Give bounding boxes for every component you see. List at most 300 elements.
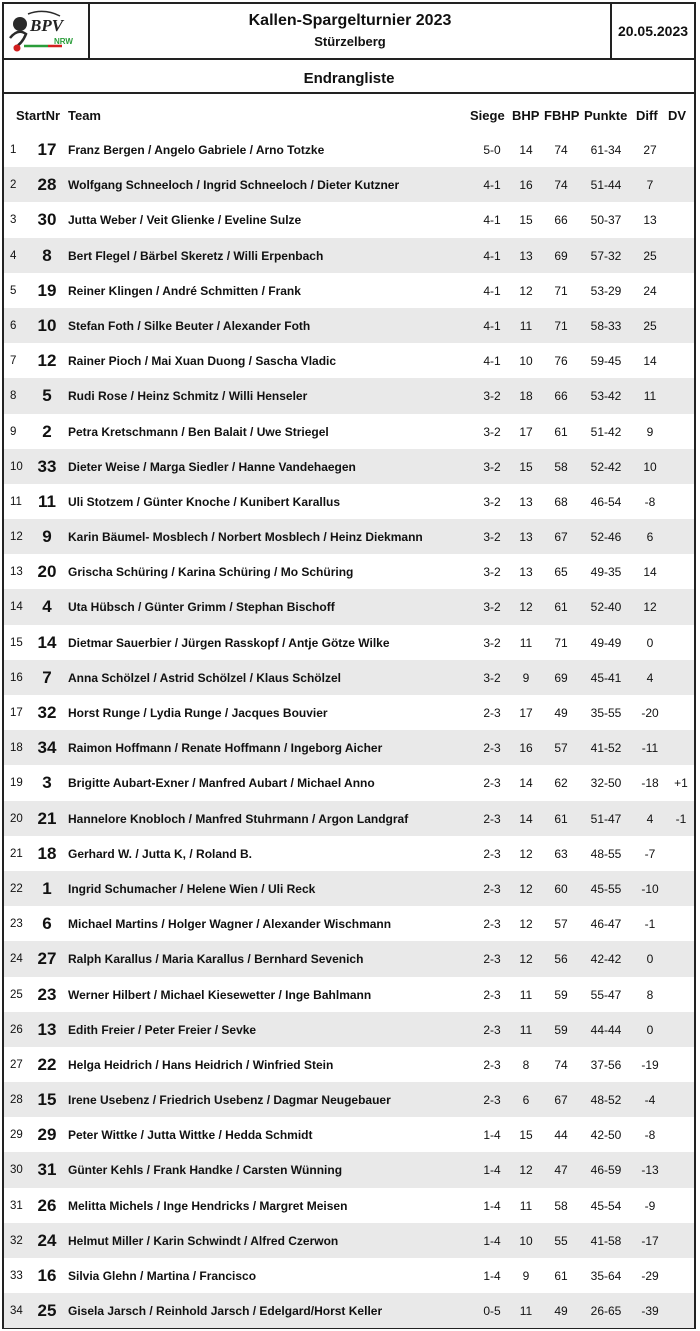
fbhp-cell: 63 [554,846,568,861]
punkte-cell: 51-47 [590,811,622,826]
startnr-cell: 1 [42,878,52,898]
team-cell: Petra Kretschmann / Ben Balait / Uwe Striegel [68,424,329,439]
fbhp-cell: 57 [554,917,568,932]
diff-cell: -10 [641,881,659,896]
siege-cell: 2-3 [483,811,501,826]
fbhp-cell: 71 [554,283,568,298]
rank-cell: 16 [10,671,23,684]
bhp-cell: 10 [519,354,533,369]
logo-text: BPV [30,16,64,35]
col-bhp: BHP [512,108,540,123]
table-row [4,977,694,1012]
rank-cell: 4 [10,249,17,262]
diff-cell: 24 [643,283,657,298]
startnr-cell: 19 [37,280,57,300]
rank-cell: 24 [10,953,23,966]
fbhp-cell: 69 [554,248,568,263]
punkte-cell: 35-64 [590,1269,622,1283]
table-row [4,765,694,800]
bhp-cell: 11 [519,1022,533,1037]
team-cell: Reiner Klingen / André Schmitten / Frank [68,283,301,298]
diff-cell: 4 [646,670,654,685]
table-row [4,660,694,695]
bhp-cell: 13 [519,248,533,263]
rank-cell: 21 [10,847,23,860]
siege-cell: 5-0 [483,143,501,157]
diff-cell: 14 [643,354,657,369]
rank-cell: 23 [10,918,23,931]
siege-cell: 1-4 [483,1198,501,1213]
table-row [4,836,694,871]
diff-cell: 27 [643,143,657,157]
table-row [4,1293,694,1328]
col-startnr: StartNr [16,108,61,123]
bhp-cell: 12 [519,952,533,967]
diff-cell: 14 [643,565,657,580]
fbhp-cell: 58 [554,1198,568,1213]
fbhp-cell: 61 [554,811,568,826]
startnr-cell: 23 [37,984,57,1004]
rank-cell: 1 [10,144,17,156]
diff-cell: -8 [644,1128,656,1143]
team-cell: Hannelore Knobloch / Manfred Stuhrmann / Argon Landgraf [68,811,409,826]
punkte-cell: 46-47 [590,917,622,932]
rank-cell: 8 [10,390,17,403]
table-row [4,484,694,519]
diff-cell: -13 [641,1163,659,1178]
table-row [4,625,694,660]
rank-cell: 17 [10,707,23,719]
col-team: Team [68,108,101,123]
diff-cell: -29 [641,1269,659,1283]
fbhp-cell: 59 [554,1022,568,1037]
fbhp-cell: 76 [554,354,568,369]
diff-cell: -17 [641,1233,659,1248]
bhp-cell: 13 [519,530,533,545]
bhp-cell: 14 [519,776,533,791]
column-header-row [4,96,694,132]
table-row [4,308,694,343]
rank-cell: 5 [10,284,17,297]
tournament-date: 20.05.2023 [610,4,694,58]
bhp-cell: 17 [519,424,533,439]
rank-cell: 25 [10,988,23,1001]
team-cell: Ingrid Schumacher / Helene Wien / Uli Reck [68,881,316,896]
siege-cell: 2-3 [483,917,501,932]
table-row [4,1012,694,1047]
punkte-cell: 46-54 [590,494,622,509]
siege-cell: 2-3 [483,952,501,967]
diff-cell: 25 [643,318,657,333]
table-row [4,941,694,976]
siege-cell: 1-4 [483,1233,501,1248]
table-row [4,554,694,589]
bhp-cell: 11 [519,1198,533,1213]
sheet-header [4,4,694,60]
list-title: Endrangliste [4,60,694,94]
bhp-cell: 16 [519,178,533,193]
startnr-cell: 24 [37,1230,57,1250]
siege-cell: 3-2 [483,459,501,474]
fbhp-cell: 59 [554,987,568,1002]
startnr-cell: 12 [37,351,57,371]
siege-cell: 2-3 [483,846,501,861]
diff-cell: -1 [644,917,656,932]
startnr-cell: 30 [37,210,57,230]
table-row [4,1047,694,1082]
diff-cell: 25 [643,248,657,263]
diff-cell: -8 [644,494,656,509]
startnr-cell: 25 [37,1301,57,1321]
punkte-cell: 57-32 [590,248,622,263]
punkte-cell: 44-44 [590,1022,622,1037]
punkte-cell: 42-42 [590,952,622,967]
table-row [4,1152,694,1187]
diff-cell: -7 [644,846,656,861]
team-cell: Ralph Karallus / Maria Karallus / Bernhard Sevenich [68,952,364,967]
team-cell: Anna Schölzel / Astrid Schölzel / Klaus Schölzel [68,670,341,685]
rank-cell: 28 [10,1094,23,1107]
bhp-cell: 15 [519,459,533,474]
startnr-cell: 8 [42,245,52,265]
col-siege: Siege [470,108,505,123]
rank-cell: 31 [10,1199,23,1212]
siege-cell: 0-5 [483,1304,501,1319]
punkte-cell: 32-50 [590,776,622,791]
ranking-sheet [2,2,696,1329]
fbhp-cell: 65 [554,565,568,580]
siege-cell: 3-2 [483,389,501,404]
siege-cell: 1-4 [483,1269,501,1283]
siege-cell: 3-2 [483,494,501,509]
punkte-cell: 51-42 [590,424,622,439]
startnr-cell: 22 [37,1054,57,1074]
siege-cell: 2-3 [483,881,501,896]
bhp-cell: 9 [522,1269,530,1283]
team-cell: Melitta Michels / Inge Hendricks / Margret Meisen [68,1198,348,1213]
team-cell: Jutta Weber / Veit Glienke / Eveline Sulze [68,213,302,228]
team-cell: Gisela Jarsch / Reinhold Jarsch / Edelgard/Horst Keller [68,1304,383,1319]
rank-cell: 6 [10,319,17,332]
team-cell: Irene Usebenz / Friedrich Usebenz / Dagmar Neugebauer [68,1093,391,1108]
punkte-cell: 45-54 [590,1198,622,1213]
fbhp-cell: 74 [554,143,568,157]
siege-cell: 2-3 [483,706,501,720]
rank-cell: 32 [10,1234,23,1247]
diff-cell: 13 [643,213,657,228]
siege-cell: 3-2 [483,530,501,545]
rank-cell: 19 [10,777,23,790]
fbhp-cell: 49 [554,706,568,720]
startnr-cell: 20 [37,562,57,582]
punkte-cell: 51-44 [590,178,622,193]
bhp-cell: 13 [519,565,533,580]
table-row [4,238,694,273]
team-cell: Brigitte Aubart-Exner / Manfred Aubart / Michael Anno [68,776,375,791]
tournament-title: Kallen-Spargelturnier 2023 [248,12,452,29]
punkte-cell: 59-45 [590,354,622,369]
team-cell: Günter Kehls / Frank Handke / Carsten Wünning [68,1163,343,1178]
diff-cell: -19 [641,1057,659,1072]
bhp-cell: 17 [519,706,533,720]
punkte-cell: 53-42 [590,389,622,404]
fbhp-cell: 66 [554,213,568,228]
diff-cell: -9 [644,1198,656,1213]
startnr-cell: 26 [37,1195,57,1215]
team-cell: Silvia Glehn / Martina / Francisco [68,1269,257,1283]
siege-cell: 2-3 [483,1022,501,1037]
siege-cell: 3-2 [483,635,501,650]
diff-cell: 12 [643,600,657,615]
rank-cell: 3 [10,214,17,227]
team-cell: Uta Hübsch / Günter Grimm / Stephan Bischoff [68,600,335,615]
fbhp-cell: 49 [554,1304,568,1319]
table-row [4,132,694,167]
startnr-cell: 16 [37,1266,57,1285]
fbhp-cell: 62 [554,776,568,791]
rank-cell: 13 [10,566,23,579]
punkte-cell: 58-33 [590,318,622,333]
diff-cell: -4 [644,1093,656,1108]
table-row [4,343,694,378]
punkte-cell: 35-55 [590,706,622,720]
siege-cell: 4-1 [483,178,501,193]
siege-cell: 4-1 [483,283,501,298]
team-cell: Rudi Rose / Heinz Schmitz / Willi Henseler [68,389,308,404]
bhp-cell: 12 [519,917,533,932]
fbhp-cell: 69 [554,670,568,685]
diff-cell: 0 [646,952,654,967]
siege-cell: 2-3 [483,741,501,756]
siege-cell: 2-3 [483,1093,501,1108]
diff-cell: 10 [643,459,657,474]
bhp-cell: 11 [519,318,533,333]
siege-cell: 3-2 [483,565,501,580]
bhp-cell: 11 [519,987,533,1002]
rank-cell: 33 [10,1270,23,1282]
bhp-cell: 12 [519,1163,533,1178]
table-row [4,801,694,836]
fbhp-cell: 47 [554,1163,568,1178]
diff-cell: -11 [641,741,659,756]
table-row [4,273,694,308]
bhp-cell: 10 [519,1233,533,1248]
startnr-cell: 6 [42,914,52,934]
punkte-cell: 48-55 [590,846,622,861]
rank-cell: 10 [10,460,23,473]
startnr-cell: 28 [37,175,57,195]
team-cell: Bert Flegel / Bärbel Skeretz / Willi Erpenbach [68,248,324,263]
team-cell: Gerhard W. / Jutta K, / Roland B. [68,846,253,861]
fbhp-cell: 71 [554,635,568,650]
table-row [4,1258,694,1293]
punkte-cell: 49-49 [590,635,622,650]
table-row [4,695,694,730]
rank-cell: 11 [10,495,22,508]
diff-cell: -18 [641,776,659,791]
startnr-cell: 15 [37,1090,57,1110]
startnr-cell: 32 [37,703,57,722]
startnr-cell: 7 [42,667,52,687]
punkte-cell: 45-55 [590,881,622,896]
table-row [4,519,694,554]
logo-subtext: NRW [54,37,73,46]
team-cell: Franz Bergen / Angelo Gabriele / Arno Totzke [68,143,325,157]
rank-cell: 30 [10,1164,23,1177]
startnr-cell: 31 [37,1160,57,1180]
table-row [4,1188,694,1223]
fbhp-cell: 60 [554,881,568,896]
team-cell: Raimon Hoffmann / Renate Hoffmann / Ingeborg Aicher [68,741,383,756]
bhp-cell: 15 [519,213,533,228]
punkte-cell: 61-34 [590,143,622,157]
ranking-table-body [4,132,694,1328]
startnr-cell: 33 [37,456,57,476]
bhp-cell: 9 [522,670,530,685]
siege-cell: 4-1 [483,213,501,228]
siege-cell: 2-3 [483,987,501,1002]
rank-cell: 18 [10,742,23,755]
startnr-cell: 27 [37,949,57,969]
dv-cell: -1 [675,811,687,826]
col-punkte: Punkte [584,108,628,123]
team-cell: Dieter Weise / Marga Siedler / Hanne Vandehaegen [68,459,356,474]
siege-cell: 4-1 [483,318,501,333]
rank-cell: 2 [10,179,17,192]
table-row [4,378,694,413]
siege-cell: 2-3 [483,1057,501,1072]
siege-cell: 1-4 [483,1163,501,1178]
bhp-cell: 12 [519,600,533,615]
startnr-cell: 13 [37,1019,57,1039]
rank-cell: 9 [10,425,17,438]
bhp-cell: 14 [519,811,533,826]
punkte-cell: 52-46 [590,530,622,545]
table-row [4,1117,694,1152]
diff-cell: -39 [641,1304,659,1319]
bhp-cell: 16 [519,741,533,756]
table-row [4,906,694,941]
fbhp-cell: 44 [554,1128,568,1143]
team-cell: Uli Stotzem / Günter Knoche / Kunibert Karallus [68,494,341,509]
fbhp-cell: 61 [554,1269,568,1283]
fbhp-cell: 56 [554,952,568,967]
diff-cell: 7 [646,178,654,193]
bhp-cell: 6 [522,1093,530,1108]
dv-cell: +1 [674,776,688,791]
table-row [4,202,694,237]
bpv-logo [4,4,90,58]
startnr-cell: 17 [37,140,57,159]
fbhp-cell: 74 [554,1057,568,1072]
startnr-cell: 29 [37,1125,57,1145]
startnr-cell: 4 [42,597,52,617]
punkte-cell: 48-52 [590,1093,622,1108]
bhp-cell: 14 [519,143,533,157]
fbhp-cell: 61 [554,424,568,439]
punkte-cell: 50-37 [590,213,622,228]
rank-cell: 26 [10,1023,23,1036]
table-row [4,730,694,765]
diff-cell: 6 [646,530,654,545]
team-cell: Rainer Pioch / Mai Xuan Duong / Sascha Vladic [68,354,337,369]
rank-cell: 7 [10,355,17,368]
siege-cell: 1-4 [483,1128,501,1143]
siege-cell: 2-3 [483,776,501,791]
siege-cell: 3-2 [483,424,501,439]
punkte-cell: 52-40 [590,600,622,615]
bhp-cell: 13 [519,494,533,509]
fbhp-cell: 74 [554,178,568,193]
bhp-cell: 18 [519,389,533,404]
table-row [4,1223,694,1258]
siege-cell: 3-2 [483,600,501,615]
title-block [90,4,610,58]
fbhp-cell: 57 [554,741,568,756]
startnr-cell: 11 [38,491,56,511]
punkte-cell: 52-42 [590,459,622,474]
diff-cell: -20 [641,706,659,720]
fbhp-cell: 71 [554,318,568,333]
rank-cell: 22 [10,882,23,895]
bhp-cell: 11 [519,1304,533,1319]
startnr-cell: 10 [37,315,57,335]
team-cell: Dietmar Sauerbier / Jürgen Rasskopf / Antje Götze Wilke [68,635,390,650]
fbhp-cell: 67 [554,1093,568,1108]
team-cell: Peter Wittke / Jutta Wittke / Hedda Schmidt [68,1128,313,1143]
team-cell: Helga Heidrich / Hans Heidrich / Winfried Stein [68,1057,334,1072]
rank-cell: 15 [10,636,23,649]
siege-cell: 3-2 [483,670,501,685]
startnr-cell: 34 [37,738,57,758]
fbhp-cell: 55 [554,1233,568,1248]
bhp-cell: 15 [519,1128,533,1143]
diff-cell: 0 [646,1022,654,1037]
siege-cell: 4-1 [483,248,501,263]
rank-cell: 20 [10,812,23,825]
punkte-cell: 55-47 [590,987,622,1002]
punkte-cell: 42-50 [590,1128,622,1143]
diff-cell: 4 [646,811,654,826]
table-row [4,167,694,202]
team-cell: Werner Hilbert / Michael Kiesewetter / Inge Bahlmann [68,987,372,1002]
team-cell: Michael Martins / Holger Wagner / Alexander Wischmann [68,917,392,932]
fbhp-cell: 66 [554,389,568,404]
bhp-cell: 12 [519,881,533,896]
startnr-cell: 14 [37,632,57,652]
punkte-cell: 45-41 [590,670,622,685]
team-cell: Wolfgang Schneeloch / Ingrid Schneeloch / Dieter Kutzner [68,178,400,193]
team-cell: Grischa Schüring / Karina Schüring / Mo Schüring [68,565,354,580]
table-row [4,449,694,484]
diff-cell: 9 [646,424,654,439]
diff-cell: 8 [646,987,654,1002]
siege-cell: 4-1 [483,354,501,369]
fbhp-cell: 58 [554,459,568,474]
punkte-cell: 46-59 [590,1163,622,1178]
startnr-cell: 9 [42,527,52,547]
punkte-cell: 41-58 [590,1233,622,1248]
diff-cell: 11 [643,389,657,404]
team-cell: Edith Freier / Peter Freier / Sevke [68,1022,257,1037]
bhp-cell: 8 [522,1057,530,1072]
fbhp-cell: 67 [554,530,568,545]
rank-cell: 14 [10,601,23,614]
punkte-cell: 41-52 [590,741,622,756]
fbhp-cell: 68 [554,494,568,509]
bhp-cell: 11 [519,635,533,650]
table-row [4,1082,694,1117]
